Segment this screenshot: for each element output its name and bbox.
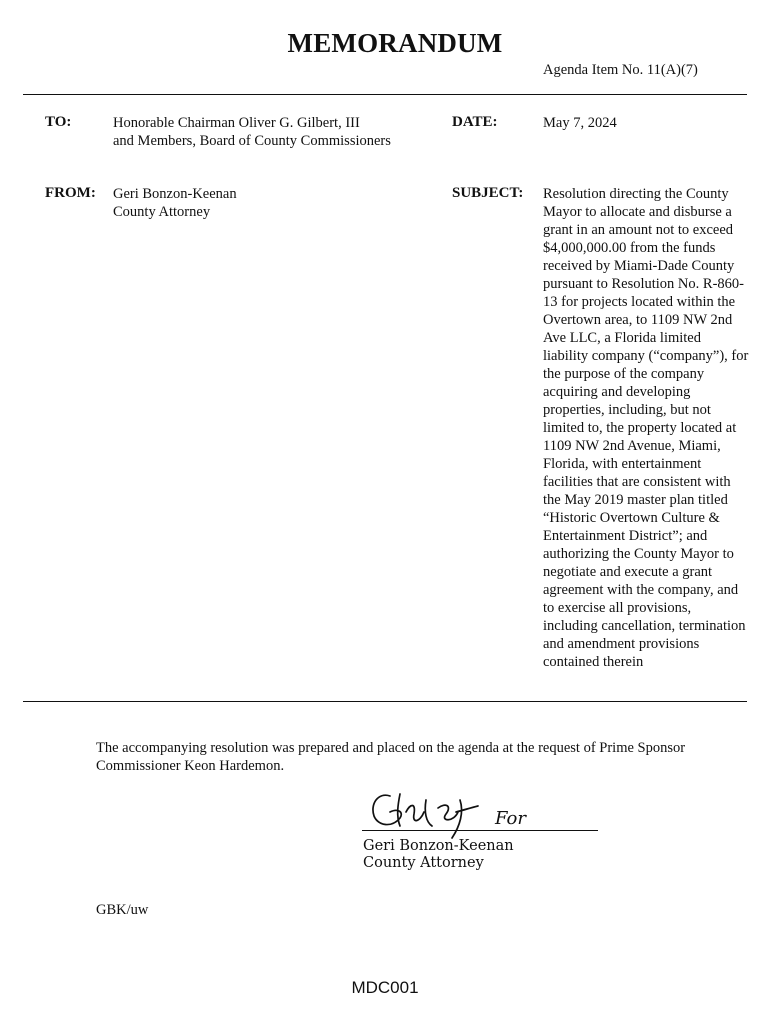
date-label: DATE: (452, 114, 498, 130)
to-recipient (113, 114, 391, 150)
subject-text: Resolution directing the County Mayor to allocate and disburse a grant in an amount not to exceed $4,000,000.00 from the funds received by Miami-Dade County pursuant to Resolution No. R-860-13 for projects located within the Overtown area, to 1109 NW 2nd Ave LLC, a Florida limited liability company (“company”), for the purpose of the company acquiring and developing properties, including, but not limited to, the property located at 1109 NW 2nd Avenue, Miami, Florida, with entertainment facilities that are consistent with the May 2019 master plan titled “Historic Overtown Culture & Entertainment District”; and authorizing the County Mayor to negotiate and execute a grant agreement with the company, and to exercise all provisions, including cancellation, termination and amendment provisions contained therein (543, 186, 749, 670)
agenda-item-number: Agenda Item No. 11(A)(7) (543, 62, 698, 78)
subject-label: SUBJECT: (452, 185, 524, 201)
to-label: TO: (45, 114, 72, 130)
top-divider (23, 94, 747, 95)
to-line-2: and Members, Board of County Commissioners (113, 133, 391, 149)
date-value: May 7, 2024 (543, 115, 617, 131)
from-line-1: Geri Bonzon-Keenan (113, 186, 237, 202)
signer-title: County Attorney (363, 855, 484, 871)
from-sender (113, 185, 237, 221)
page-footer-code: MDC001 (351, 978, 419, 997)
memo-title: MEMORANDUM (287, 28, 503, 58)
signature-line (362, 830, 598, 831)
from-label: FROM: (45, 185, 96, 201)
handwritten-signature (360, 782, 535, 842)
signature-for-text: For (495, 808, 526, 829)
to-line-1: Honorable Chairman Oliver G. Gilbert, III (113, 115, 360, 131)
memo-body: The accompanying resolution was prepared and placed on the agenda at the request of Prime Sponsor Commissioner Keon Hardemon. (96, 740, 686, 774)
from-line-2: County Attorney (113, 204, 211, 220)
typist-initials: GBK/uw (96, 902, 149, 918)
signer-name: Geri Bonzon-Keenan (363, 838, 514, 854)
signature-block (363, 838, 514, 872)
bottom-divider (23, 701, 747, 702)
